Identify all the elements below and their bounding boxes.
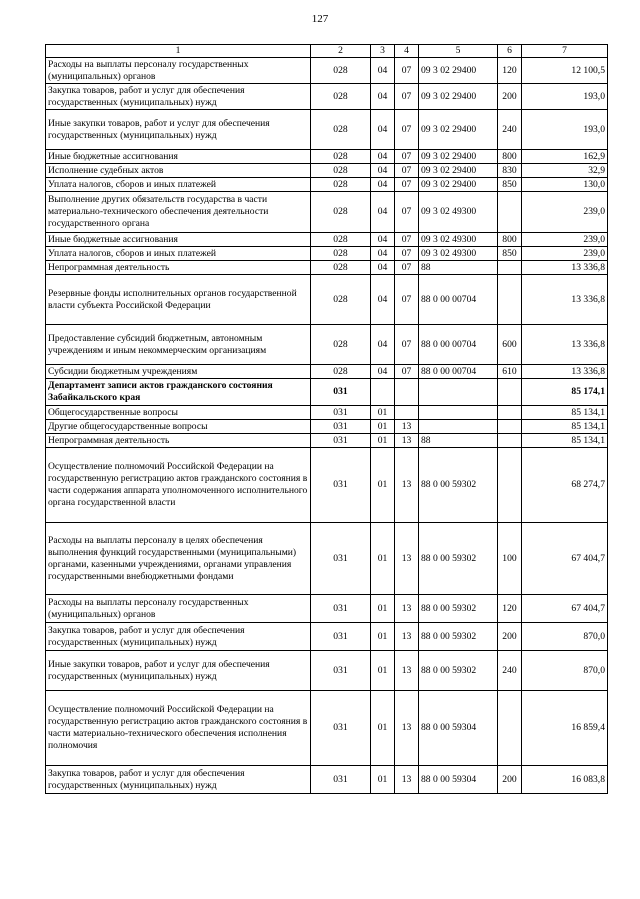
row-section-code: 04 [371, 178, 395, 192]
row-subsection-code: 13 [395, 420, 419, 434]
table-row [46, 325, 608, 365]
table-row [46, 691, 608, 766]
table-row [46, 275, 608, 325]
row-amount: 13 336,8 [522, 275, 608, 325]
row-subsection-code: 07 [395, 365, 419, 379]
header-cell: 6 [498, 45, 522, 58]
row-name: Резервные фонды исполнительных органов государственной власти субъекта Российской Федерации [46, 275, 311, 325]
row-name: Иные бюджетные ассигнования [46, 233, 311, 247]
row-target-article [419, 420, 498, 434]
row-section-code: 04 [371, 150, 395, 164]
row-section-code: 04 [371, 261, 395, 275]
row-amount: 85 134,1 [522, 406, 608, 420]
row-section-code: 04 [371, 110, 395, 150]
row-target-article: 09 3 02 29400 [419, 110, 498, 150]
row-target-article: 09 3 02 49300 [419, 247, 498, 261]
row-section-code: 01 [371, 523, 395, 595]
row-section-code: 04 [371, 192, 395, 233]
row-expense-type: 850 [498, 178, 522, 192]
row-name: Исполнение судебных актов [46, 164, 311, 178]
table-row [46, 247, 608, 261]
row-grbs-code: 028 [311, 84, 371, 110]
row-name: Расходы на выплаты персоналу государственных (муниципальных) органов [46, 58, 311, 84]
row-subsection-code: 13 [395, 766, 419, 794]
row-expense-type [498, 434, 522, 448]
row-grbs-code: 031 [311, 523, 371, 595]
table-row [46, 766, 608, 794]
row-section-code: 04 [371, 247, 395, 261]
row-amount: 12 100,5 [522, 58, 608, 84]
row-name: Иные бюджетные ассигнования [46, 150, 311, 164]
row-expense-type [498, 275, 522, 325]
budget-table [45, 44, 608, 794]
row-section-code: 01 [371, 651, 395, 691]
row-amount: 193,0 [522, 110, 608, 150]
row-subsection-code: 07 [395, 261, 419, 275]
row-subsection-code: 07 [395, 325, 419, 365]
row-expense-type: 100 [498, 523, 522, 595]
row-expense-type [498, 192, 522, 233]
row-expense-type: 240 [498, 110, 522, 150]
row-amount: 870,0 [522, 623, 608, 651]
row-name: Расходы на выплаты персоналу государственных (муниципальных) органов [46, 595, 311, 623]
row-expense-type [498, 261, 522, 275]
table-row [46, 84, 608, 110]
row-grbs-code: 028 [311, 365, 371, 379]
row-section-code: 01 [371, 434, 395, 448]
row-name: Уплата налогов, сборов и иных платежей [46, 178, 311, 192]
row-name: Предоставление субсидий бюджетным, автономным учреждениям и иным некоммерческим организациям [46, 325, 311, 365]
row-amount: 130,0 [522, 178, 608, 192]
row-target-article: 88 0 00 59302 [419, 595, 498, 623]
row-target-article: 09 3 02 29400 [419, 58, 498, 84]
row-amount: 67 404,7 [522, 523, 608, 595]
row-expense-type: 120 [498, 58, 522, 84]
row-name: Выполнение других обязательств государства в части материально-технического обеспечения деятельности государственного органа [46, 192, 311, 233]
row-expense-type [498, 691, 522, 766]
table-row [46, 379, 608, 406]
row-target-article: 88 0 00 59302 [419, 623, 498, 651]
row-target-article: 88 0 00 00704 [419, 275, 498, 325]
row-subsection-code: 07 [395, 164, 419, 178]
row-expense-type: 200 [498, 84, 522, 110]
row-subsection-code: 07 [395, 247, 419, 261]
row-name: Уплата налогов, сборов и иных платежей [46, 247, 311, 261]
row-name: Непрограммная деятельность [46, 434, 311, 448]
row-amount: 239,0 [522, 233, 608, 247]
header-row [46, 45, 608, 58]
row-amount: 67 404,7 [522, 595, 608, 623]
row-amount: 239,0 [522, 247, 608, 261]
row-subsection-code: 13 [395, 448, 419, 523]
row-amount: 16 859,4 [522, 691, 608, 766]
row-section-code: 01 [371, 691, 395, 766]
row-expense-type: 200 [498, 623, 522, 651]
table-row [46, 651, 608, 691]
row-section-code [371, 379, 395, 406]
row-grbs-code: 031 [311, 651, 371, 691]
row-expense-type: 830 [498, 164, 522, 178]
row-amount: 85 134,1 [522, 434, 608, 448]
row-grbs-code: 028 [311, 192, 371, 233]
header-cell: 7 [522, 45, 608, 58]
header-cell: 3 [371, 45, 395, 58]
table-row [46, 365, 608, 379]
row-grbs-code: 031 [311, 379, 371, 406]
row-grbs-code: 031 [311, 406, 371, 420]
row-expense-type: 200 [498, 766, 522, 794]
row-section-code: 04 [371, 275, 395, 325]
table-row [46, 164, 608, 178]
row-name: Закупка товаров, работ и услуг для обеспечения государственных (муниципальных) нужд [46, 766, 311, 794]
row-expense-type: 120 [498, 595, 522, 623]
header-cell: 1 [46, 45, 311, 58]
row-name: Иные закупки товаров, работ и услуг для обеспечения государственных (муниципальных) нужд [46, 110, 311, 150]
row-subsection-code: 07 [395, 150, 419, 164]
row-target-article: 88 0 00 00704 [419, 325, 498, 365]
table-row [46, 150, 608, 164]
row-name: Осуществление полномочий Российской Федерации на государственную регистрацию актов гражданского состояния в части материально-технического обеспечения исполнения полномочия [46, 691, 311, 766]
row-expense-type: 800 [498, 150, 522, 164]
row-subsection-code: 13 [395, 595, 419, 623]
row-grbs-code: 031 [311, 766, 371, 794]
table-row [46, 110, 608, 150]
row-subsection-code: 07 [395, 192, 419, 233]
row-amount: 162,9 [522, 150, 608, 164]
row-expense-type [498, 448, 522, 523]
row-subsection-code: 13 [395, 523, 419, 595]
row-grbs-code: 028 [311, 247, 371, 261]
row-section-code: 04 [371, 325, 395, 365]
row-section-code: 04 [371, 84, 395, 110]
row-expense-type: 240 [498, 651, 522, 691]
row-subsection-code: 07 [395, 275, 419, 325]
table-row [46, 58, 608, 84]
row-section-code: 01 [371, 623, 395, 651]
table-row [46, 178, 608, 192]
table-row [46, 623, 608, 651]
row-subsection-code [395, 379, 419, 406]
row-grbs-code: 028 [311, 325, 371, 365]
row-target-article: 88 [419, 434, 498, 448]
row-expense-type: 610 [498, 365, 522, 379]
row-section-code: 01 [371, 448, 395, 523]
row-amount: 13 336,8 [522, 261, 608, 275]
row-section-code: 04 [371, 365, 395, 379]
row-section-code: 01 [371, 406, 395, 420]
row-amount: 85 174,1 [522, 379, 608, 406]
row-grbs-code: 031 [311, 420, 371, 434]
row-name: Закупка товаров, работ и услуг для обеспечения государственных (муниципальных) нужд [46, 84, 311, 110]
row-name: Общегосударственные вопросы [46, 406, 311, 420]
table-row [46, 523, 608, 595]
row-name: Осуществление полномочий Российской Федерации на государственную регистрацию актов гражданского состояния в части содержания аппарата уполномоченного исполнительного органа государственной власти [46, 448, 311, 523]
row-section-code: 01 [371, 766, 395, 794]
row-target-article: 09 3 02 29400 [419, 150, 498, 164]
row-amount: 68 274,7 [522, 448, 608, 523]
row-name: Другие общегосударственные вопросы [46, 420, 311, 434]
row-amount: 13 336,8 [522, 365, 608, 379]
row-subsection-code: 07 [395, 178, 419, 192]
table-row [46, 261, 608, 275]
row-amount: 13 336,8 [522, 325, 608, 365]
row-target-article: 09 3 02 29400 [419, 84, 498, 110]
row-grbs-code: 028 [311, 261, 371, 275]
header-cell: 5 [419, 45, 498, 58]
row-target-article: 88 0 00 00704 [419, 365, 498, 379]
row-grbs-code: 031 [311, 691, 371, 766]
row-target-article [419, 406, 498, 420]
table-row [46, 420, 608, 434]
table-row [46, 233, 608, 247]
row-subsection-code: 07 [395, 58, 419, 84]
row-name: Субсидии бюджетным учреждениям [46, 365, 311, 379]
row-grbs-code: 028 [311, 58, 371, 84]
row-section-code: 04 [371, 233, 395, 247]
table-row [46, 434, 608, 448]
table-row [46, 595, 608, 623]
row-grbs-code: 031 [311, 595, 371, 623]
row-section-code: 04 [371, 164, 395, 178]
row-target-article [419, 379, 498, 406]
row-subsection-code: 13 [395, 651, 419, 691]
row-subsection-code: 07 [395, 110, 419, 150]
row-amount: 16 083,8 [522, 766, 608, 794]
row-grbs-code: 028 [311, 233, 371, 247]
row-expense-type [498, 420, 522, 434]
row-name: Иные закупки товаров, работ и услуг для обеспечения государственных (муниципальных) нужд [46, 651, 311, 691]
row-grbs-code: 028 [311, 150, 371, 164]
row-section-code: 04 [371, 58, 395, 84]
header-cell: 4 [395, 45, 419, 58]
row-expense-type [498, 406, 522, 420]
row-target-article: 09 3 02 29400 [419, 164, 498, 178]
row-grbs-code: 028 [311, 178, 371, 192]
row-subsection-code: 07 [395, 84, 419, 110]
row-amount: 193,0 [522, 84, 608, 110]
row-name: Расходы на выплаты персоналу в целях обеспечения выполнения функций государственными (муниципальными) органами, казенными учреждениями, органами управления государственными внебюджетными фондами [46, 523, 311, 595]
row-name: Непрограммная деятельность [46, 261, 311, 275]
row-grbs-code: 031 [311, 434, 371, 448]
row-section-code: 01 [371, 595, 395, 623]
table-row [46, 406, 608, 420]
row-target-article: 88 0 00 59302 [419, 523, 498, 595]
row-name: Закупка товаров, работ и услуг для обеспечения государственных (муниципальных) нужд [46, 623, 311, 651]
row-amount: 239,0 [522, 192, 608, 233]
row-grbs-code: 028 [311, 164, 371, 178]
row-amount: 85 134,1 [522, 420, 608, 434]
row-name: Департамент записи актов гражданского состояния Забайкальского края [46, 379, 311, 406]
row-amount: 870,0 [522, 651, 608, 691]
row-subsection-code: 07 [395, 233, 419, 247]
row-target-article: 88 0 00 59304 [419, 766, 498, 794]
table-row [46, 448, 608, 523]
row-target-article: 88 [419, 261, 498, 275]
row-target-article: 09 3 02 29400 [419, 178, 498, 192]
row-subsection-code: 13 [395, 434, 419, 448]
row-expense-type: 800 [498, 233, 522, 247]
row-target-article: 88 0 00 59302 [419, 448, 498, 523]
row-grbs-code: 028 [311, 110, 371, 150]
header-cell: 2 [311, 45, 371, 58]
row-target-article: 09 3 02 49300 [419, 233, 498, 247]
row-grbs-code: 028 [311, 275, 371, 325]
row-expense-type: 600 [498, 325, 522, 365]
row-target-article: 09 3 02 49300 [419, 192, 498, 233]
row-subsection-code: 13 [395, 623, 419, 651]
row-target-article: 88 0 00 59302 [419, 651, 498, 691]
row-grbs-code: 031 [311, 448, 371, 523]
row-expense-type [498, 379, 522, 406]
row-subsection-code [395, 406, 419, 420]
row-target-article: 88 0 00 59304 [419, 691, 498, 766]
row-expense-type: 850 [498, 247, 522, 261]
row-amount: 32,9 [522, 164, 608, 178]
row-section-code: 01 [371, 420, 395, 434]
row-grbs-code: 031 [311, 623, 371, 651]
page-number: 127 [311, 13, 329, 25]
row-subsection-code: 13 [395, 691, 419, 766]
table-row [46, 192, 608, 233]
